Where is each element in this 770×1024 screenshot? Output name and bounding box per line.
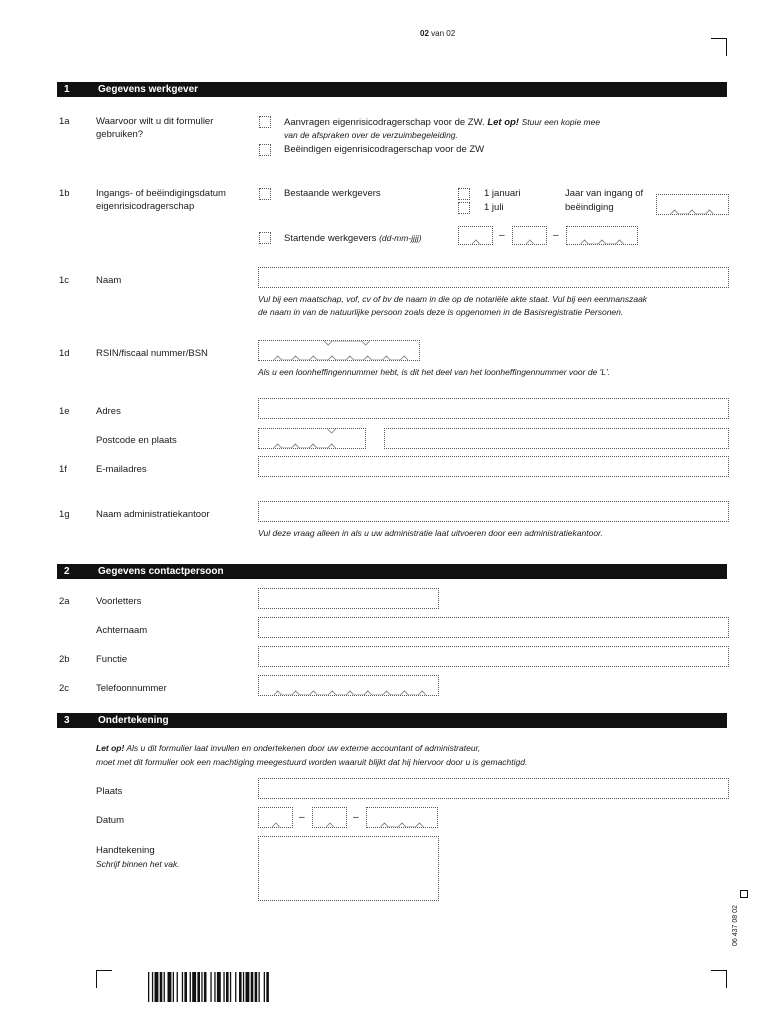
- question-label-2b: Functie: [96, 654, 128, 665]
- digit-separator-icon: [367, 821, 437, 827]
- question-label-1a-line2: gebruiken?: [96, 129, 144, 140]
- start-date-day-input[interactable]: [458, 226, 493, 245]
- question-label-1c: Naam: [96, 275, 122, 286]
- administratiekantoor-input[interactable]: [258, 501, 729, 522]
- voorletters-input[interactable]: [258, 588, 439, 609]
- start-date-year-input[interactable]: [566, 226, 638, 245]
- question-label-1b-line1: Ingangs- of beëindigingsdatum: [96, 188, 226, 199]
- checkbox-aanvragen[interactable]: [259, 116, 271, 128]
- section-number: 1: [64, 84, 70, 95]
- digit-separator-icon: [259, 354, 419, 360]
- rsin-input[interactable]: [258, 340, 420, 361]
- question-number-1e: 1e: [59, 406, 70, 417]
- jaar-label-line1: Jaar van ingang of: [565, 188, 644, 199]
- page-sep: van: [431, 29, 445, 38]
- option-beeindigen: Beëindigen eigenrisicodragerschap voor de ZW: [284, 144, 485, 155]
- question-number-2b: 2b: [59, 654, 70, 665]
- section-number: 3: [64, 715, 70, 726]
- datum-day-input[interactable]: [258, 807, 293, 828]
- section-title: Gegevens contactpersoon: [98, 566, 224, 577]
- date-dash: –: [553, 230, 559, 241]
- question-number-1c: 1c: [59, 275, 70, 286]
- question-number-1g: 1g: [59, 509, 70, 520]
- ondertekening-note-line2: moet met dit formulier ook een machtiging meegestuurd worden waaruit blijkt dat hij hiervoor door u is gemachtigd.: [96, 757, 528, 767]
- let-op-label: Let op!: [487, 117, 519, 128]
- page-current: 02: [420, 29, 429, 38]
- startende-text: Startende werkgevers: [284, 233, 377, 244]
- let-op-label: Let op!: [96, 743, 125, 753]
- question-number-1a: 1a: [59, 116, 70, 127]
- checkbox-bestaande-werkgevers[interactable]: [259, 188, 271, 200]
- question-label-1f: E-mailadres: [96, 464, 147, 475]
- handtekening-help: Schrijf binnen het vak.: [96, 859, 180, 869]
- rsin-help: Als u een loonheffingennummer hebt, is dit het deel van het loonheffingennummer voor de 'L'.: [258, 367, 610, 377]
- datum-label: Datum: [96, 815, 124, 826]
- question-label-2c: Telefoonnummer: [96, 683, 167, 694]
- plaats-input[interactable]: [384, 428, 729, 449]
- question-label-1g: Naam administratiekantoor: [96, 509, 210, 520]
- achternaam-input[interactable]: [258, 617, 729, 638]
- section-title: Gegevens werkgever: [98, 84, 199, 95]
- digit-separator-icon: [657, 208, 728, 214]
- section-title: Ondertekening: [98, 715, 169, 726]
- option-aanvragen-text: Aanvragen eigenrisicodragerschap voor de ZW.: [284, 117, 485, 128]
- handtekening-box[interactable]: [258, 836, 439, 901]
- digit-separator-icon: [313, 821, 346, 827]
- option-bestaande-werkgevers: Bestaande werkgevers: [284, 188, 381, 199]
- naam-help-line1: Vul bij een maatschap, vof, cv of bv de naam in die op de notariële akte staat. Vul bij een eenmanszaak: [258, 294, 648, 304]
- square-mark-icon: [740, 890, 748, 898]
- section-3-header: [57, 713, 727, 728]
- section-1-header: [57, 82, 727, 97]
- option-aanvragen: [284, 116, 600, 129]
- ondertekening-note-line1: [96, 742, 480, 754]
- digit-separator-icon: [259, 689, 438, 695]
- handtekening-label: Handtekening: [96, 845, 155, 856]
- checkbox-beeindigen[interactable]: [259, 144, 271, 156]
- corner-mark-bottom-right: [711, 970, 727, 988]
- digit-group-separator-icon: [259, 341, 419, 346]
- start-date-month-input[interactable]: [512, 226, 547, 245]
- option-1-juli: 1 juli: [484, 202, 504, 213]
- naam-input[interactable]: [258, 267, 729, 288]
- form-code: 06 437 08 02: [732, 905, 739, 946]
- datum-month-input[interactable]: [312, 807, 347, 828]
- checkbox-startende-werkgevers[interactable]: [259, 232, 271, 244]
- barcode: [148, 972, 316, 1002]
- option-aanvragen-note: Stuur een kopie mee: [521, 117, 601, 127]
- digit-separator-icon: [259, 442, 365, 448]
- date-format-hint: (dd-mm-jjjj): [379, 233, 422, 243]
- option-startende-werkgevers: [284, 232, 422, 245]
- digit-separator-icon: [459, 238, 492, 244]
- question-number-2a: 2a: [59, 596, 70, 607]
- ondertekening-plaats-input[interactable]: [258, 778, 729, 799]
- question-number-1f: 1f: [59, 464, 67, 475]
- date-dash: –: [499, 230, 505, 241]
- digit-group-separator-icon: [259, 429, 365, 434]
- corner-mark-bottom-left: [96, 970, 112, 988]
- corner-mark-top-right: [711, 38, 727, 56]
- question-label-1b-line2: eigenrisicodragerschap: [96, 201, 195, 212]
- jaar-input[interactable]: [656, 194, 729, 215]
- adres-input[interactable]: [258, 398, 729, 419]
- achternaam-label: Achternaam: [96, 625, 148, 636]
- option-aanvragen-note2: van de afspraken over de verzuimbegeleiding.: [284, 130, 458, 140]
- digit-separator-icon: [513, 238, 546, 244]
- date-dash: –: [299, 812, 305, 823]
- email-input[interactable]: [258, 456, 729, 477]
- functie-input[interactable]: [258, 646, 729, 667]
- digit-separator-icon: [567, 238, 637, 244]
- option-1-januari: 1 januari: [484, 188, 521, 199]
- datum-year-input[interactable]: [366, 807, 438, 828]
- checkbox-1-januari[interactable]: [458, 188, 470, 200]
- question-label-1a-line1: Waarvoor wilt u dit formulier: [96, 116, 214, 127]
- section-number: 2: [64, 566, 70, 577]
- naam-help-line2: de naam in van de natuurlijke persoon zoals deze is opgenomen in de Basisregistratie Personen.: [258, 307, 624, 317]
- question-number-2c: 2c: [59, 683, 70, 694]
- plaats-label: Plaats: [96, 786, 123, 797]
- question-label-1d: RSIN/fiscaal nummer/BSN: [96, 348, 208, 359]
- postcode-input[interactable]: [258, 428, 366, 449]
- jaar-label-line2: beëindiging: [565, 202, 614, 213]
- section-2-header: [57, 564, 727, 579]
- postcode-plaats-label: Postcode en plaats: [96, 435, 177, 446]
- checkbox-1-juli[interactable]: [458, 202, 470, 214]
- administratiekantoor-help: Vul deze vraag alleen in als u uw administratie laat uitvoeren door een administratiekantoor.: [258, 528, 603, 538]
- page-total: 02: [446, 29, 456, 38]
- question-number-1b: 1b: [59, 188, 70, 199]
- page-number: [420, 28, 455, 40]
- question-label-2a: Voorletters: [96, 596, 142, 607]
- date-dash: –: [353, 812, 359, 823]
- ondertekening-note-text: Als u dit formulier laat invullen en ondertekenen door uw externe accountant of administrateur,: [126, 743, 481, 753]
- telefoonnummer-input[interactable]: [258, 675, 439, 696]
- question-label-1e: Adres: [96, 406, 121, 417]
- digit-separator-icon: [259, 821, 292, 827]
- question-number-1d: 1d: [59, 348, 70, 359]
